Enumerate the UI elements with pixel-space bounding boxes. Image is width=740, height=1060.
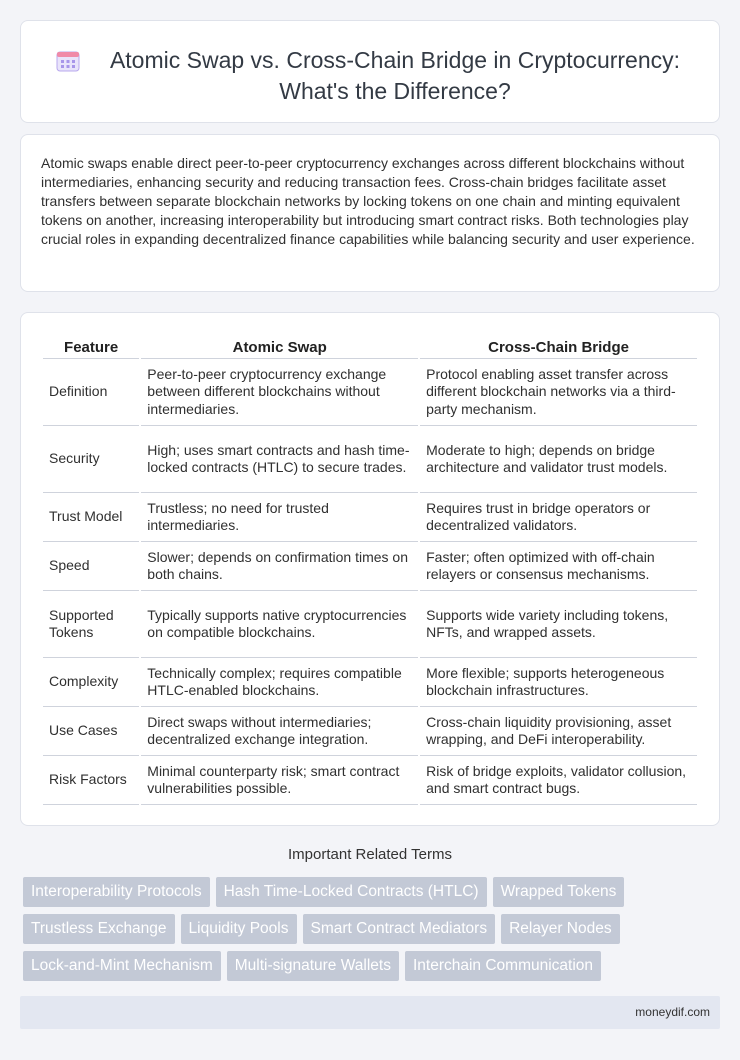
row-feature: Security (43, 426, 139, 493)
table-row (43, 359, 697, 426)
row-atomic-swap: Minimal counterparty risk; smart contract vulnerabilities possible. (141, 756, 418, 805)
row-atomic-swap: Slower; depends on confirmation times on both chains. (141, 542, 418, 591)
summary-card (20, 134, 720, 292)
table-row (43, 707, 697, 756)
row-cross-chain-bridge: Faster; often optimized with off-chain relayers or consensus mechanisms. (420, 542, 697, 591)
row-feature: Supported Tokens (43, 591, 139, 658)
tag-wrapped-tokens[interactable]: Wrapped Tokens (493, 877, 625, 907)
table-row (43, 493, 697, 542)
row-feature: Definition (43, 359, 139, 426)
summary-text: Atomic swaps enable direct peer-to-peer cryptocurrency exchanges across different blockchains without intermediaries, enhancing security and reducing transaction fees. Cross-chain bridges facilitate asset transfers between separate blockchain networks by locking tokens on one chain and minting equivalent tokens on another, increasing interoperability but introducing smart contract risks. Both technologies play crucial roles in expanding decentralized finance capabilities while balancing security and user experience. (41, 155, 695, 247)
tag-interchain-communication[interactable]: Interchain Communication (405, 951, 601, 981)
row-atomic-swap: Trustless; no need for trusted intermediaries. (141, 493, 418, 542)
tag-row (23, 951, 723, 981)
table-row (43, 756, 697, 805)
tag-row (23, 914, 723, 944)
tag-relayer-nodes[interactable]: Relayer Nodes (501, 914, 620, 944)
row-cross-chain-bridge: Requires trust in bridge operators or decentralized validators. (420, 493, 697, 542)
related-terms (23, 877, 723, 988)
row-feature: Speed (43, 542, 139, 591)
header-feature: Feature (43, 333, 139, 359)
table-row (43, 658, 697, 707)
row-cross-chain-bridge: Supports wide variety including tokens, NFTs, and wrapped assets. (420, 591, 697, 658)
comparison-table (41, 333, 699, 805)
row-cross-chain-bridge: Cross-chain liquidity provisioning, asset wrapping, and DeFi interoperability. (420, 707, 697, 756)
tag-htlc[interactable]: Hash Time-Locked Contracts (HTLC) (216, 877, 487, 907)
row-feature: Risk Factors (43, 756, 139, 805)
tag-multisig-wallets[interactable]: Multi-signature Wallets (227, 951, 399, 981)
related-terms-title: Important Related Terms (288, 846, 452, 863)
row-feature: Use Cases (43, 707, 139, 756)
row-atomic-swap: High; uses smart contracts and hash time-locked contracts (HTLC) to secure trades. (141, 426, 418, 493)
page-title: Atomic Swap vs. Cross-Chain Bridge in Cryptocurrency: What's the Difference? (109, 47, 681, 104)
header-atomic-swap: Atomic Swap (141, 333, 418, 359)
table-row (43, 542, 697, 591)
row-atomic-swap: Peer-to-peer cryptocurrency exchange between different blockchains without intermediaries. (141, 359, 418, 426)
row-atomic-swap: Direct swaps without intermediaries; decentralized exchange integration. (141, 707, 418, 756)
row-atomic-swap: Typically supports native cryptocurrencies on compatible blockchains. (141, 591, 418, 658)
row-cross-chain-bridge: More flexible; supports heterogeneous blockchain infrastructures. (420, 658, 697, 707)
footer (20, 996, 720, 1029)
title-card (20, 20, 720, 123)
row-feature: Trust Model (43, 493, 139, 542)
table-row (43, 426, 697, 493)
footer-site[interactable]: moneydif.com (635, 1005, 710, 1019)
tag-interoperability-protocols[interactable]: Interoperability Protocols (23, 877, 210, 907)
row-feature: Complexity (43, 658, 139, 707)
tag-trustless-exchange[interactable]: Trustless Exchange (23, 914, 175, 944)
header-cross-chain-bridge: Cross-Chain Bridge (420, 333, 697, 359)
row-cross-chain-bridge: Moderate to high; depends on bridge architecture and validator trust models. (420, 426, 697, 493)
comparison-table-card (20, 312, 720, 826)
table-row (43, 591, 697, 658)
tag-row (23, 877, 723, 907)
tag-liquidity-pools[interactable]: Liquidity Pools (181, 914, 297, 944)
row-cross-chain-bridge: Protocol enabling asset transfer across different blockchain networks via a third-party mechanism. (420, 359, 697, 426)
tag-lock-and-mint[interactable]: Lock-and-Mint Mechanism (23, 951, 221, 981)
tag-smart-contract-mediators[interactable]: Smart Contract Mediators (303, 914, 496, 944)
row-atomic-swap: Technically complex; requires compatible HTLC-enabled blockchains. (141, 658, 418, 707)
table-header-row (43, 333, 697, 359)
row-cross-chain-bridge: Risk of bridge exploits, validator collusion, and smart contract bugs. (420, 756, 697, 805)
